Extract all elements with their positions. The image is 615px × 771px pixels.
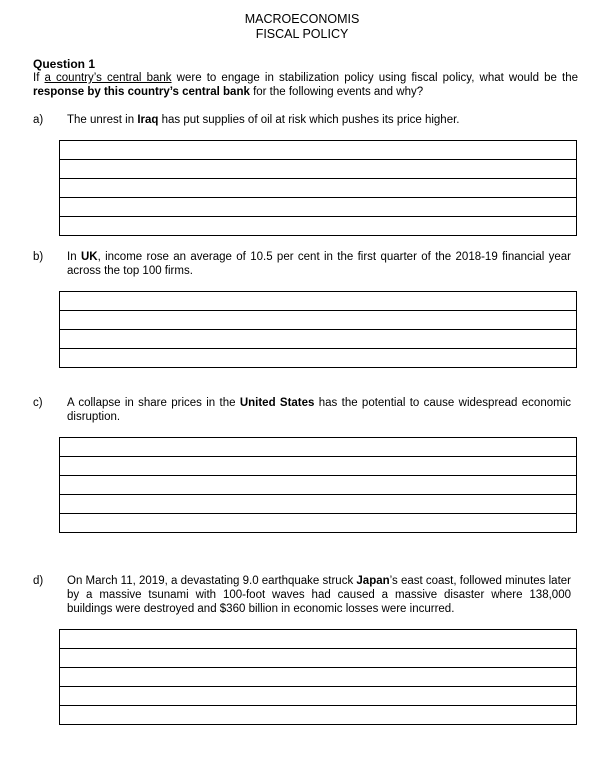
answer-line[interactable] — [60, 686, 576, 705]
answer-line[interactable] — [60, 216, 576, 235]
answer-line[interactable] — [60, 475, 576, 494]
item-d-bold: Japan — [356, 575, 390, 587]
answer-line[interactable] — [60, 456, 576, 475]
item-c-bold: United States — [239, 397, 315, 409]
answer-line[interactable] — [60, 159, 576, 178]
item-a-text-1: The unrest in — [67, 114, 138, 126]
question-label: Question 1 — [33, 57, 96, 71]
item-d-text — [67, 574, 571, 616]
item-b-letter: b) — [33, 251, 44, 263]
intro-underlined: a country’s central bank — [44, 72, 172, 84]
item-d-letter: d) — [33, 575, 44, 587]
answer-line[interactable] — [60, 141, 576, 159]
intro-bold: response by this country’s central bank — [33, 86, 250, 98]
answer-line[interactable] — [60, 705, 576, 724]
answer-box-d — [59, 629, 577, 725]
question-intro — [33, 71, 578, 99]
item-b-text-2: , income rose an average of 10.5 per cent in the first quarter of the 2018-19 financial year across the top 100 firms. — [67, 251, 571, 277]
intro-text-3: for the following events and why? — [249, 86, 424, 98]
answer-box-c — [59, 437, 577, 533]
answer-line[interactable] — [60, 494, 576, 513]
item-d-text-1: On March 11, 2019, a devastating 9.0 earthquake struck — [67, 575, 357, 587]
item-b-text-1: In — [67, 251, 81, 263]
answer-line[interactable] — [60, 292, 576, 310]
answer-box-a — [59, 140, 577, 236]
item-c-letter: c) — [33, 397, 43, 409]
answer-line[interactable] — [60, 178, 576, 197]
answer-line[interactable] — [60, 310, 576, 329]
item-b-bold: UK — [80, 251, 98, 263]
answer-line[interactable] — [60, 630, 576, 648]
intro-text-1: If — [33, 72, 45, 84]
item-a-text-2: has put supplies of oil at risk which pushes its price higher. — [158, 114, 460, 126]
answer-line[interactable] — [60, 648, 576, 667]
item-a-bold: Iraq — [137, 114, 159, 126]
answer-line[interactable] — [60, 438, 576, 456]
answer-line[interactable] — [60, 197, 576, 216]
intro-text-2: were to engage in stabilization policy using fiscal policy, what would be the — [171, 72, 578, 84]
item-c-text — [67, 396, 571, 424]
answer-line[interactable] — [60, 513, 576, 532]
answer-line[interactable] — [60, 667, 576, 686]
answer-line[interactable] — [60, 329, 576, 348]
item-a-letter: a) — [33, 114, 44, 126]
item-c-text-2: has the potential to cause widespread economic disruption. — [67, 397, 571, 423]
item-d-text-2: ’s east coast, followed minutes later by a massive tsunami with 100-foot waves had caused a massive disaster where 138,000 buildings were destroyed and $360 billion in economic losses were incurred. — [67, 575, 571, 615]
item-b-text — [67, 250, 571, 278]
answer-box-b — [59, 291, 577, 368]
document-title: MACROECONOMIS — [244, 12, 360, 26]
document-subtitle: FISCAL POLICY — [255, 27, 349, 41]
item-c-text-1: A collapse in share prices in the — [67, 397, 240, 409]
item-a-text — [67, 113, 571, 127]
answer-line[interactable] — [60, 348, 576, 367]
